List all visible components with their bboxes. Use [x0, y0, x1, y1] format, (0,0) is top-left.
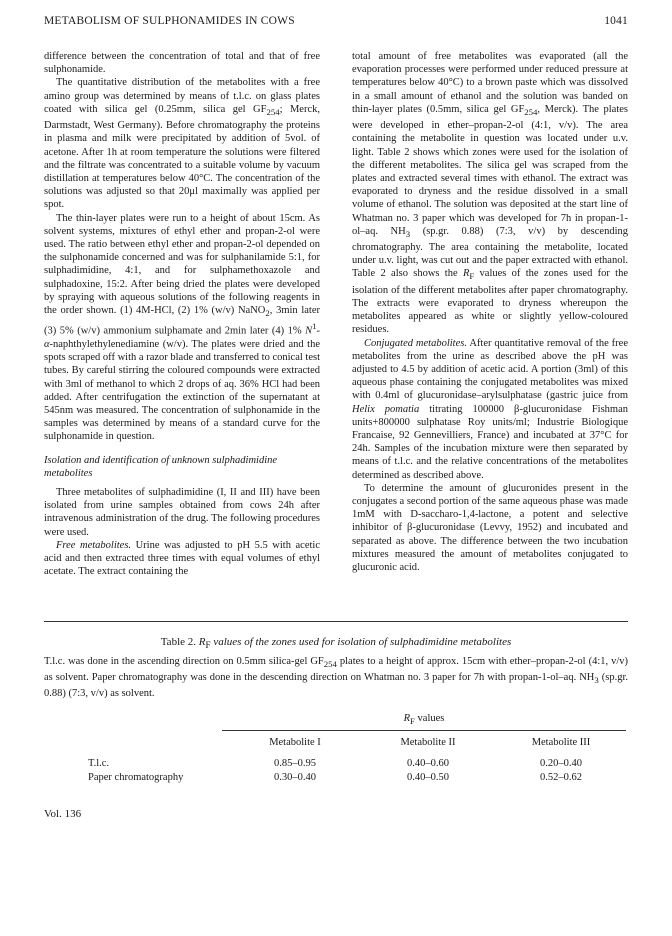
column-header: Metabolite III [531, 737, 591, 748]
column-header: Metabolite I [269, 737, 321, 748]
section-heading: Isolation and identification of unknown sulphadimidine metabolites [44, 454, 278, 479]
table-rule [222, 730, 626, 731]
paragraph: Conjugated metabolites. After quantitative removal of the free metabolites from the urine as described above the pH was adjusted to 4.5 by addition of acetic acid. A portion (3ml) of this aqueous phase containing the conjugated metabolites was mixed with 0.4ml of glucuronidase–arylsulphatase (gastric juice from Helix pomatia titrating 100000 β-glucuronidase Fishman units+800000 sulphatase Roy units/ml; Industrie Biologique Francaise, 92 Gennevilliers, France) and incubated at 37°C for 24h. Samples of the incubation mixture were then separated by means of t.l.c. and the relative concentrations of the metabolites determined as described above. [352, 337, 629, 481]
row-label: Paper chromatography [88, 772, 184, 783]
table-note: T.l.c. was done in the ascending direction on 0.5mm silica-gel $GF_{254}$ plates to a height of approx. 15cm with ether–propan-2-ol (4:1, v/v) as solvent. Paper chromatography was done in the descending direction on Whatman no. 3 paper for 7h with propan-1-ol–aq. $NH_3$ (sp.gr. 0.88) (7:3, v/v) as solvent. [44, 656, 629, 700]
table-cell: 0.20–0.40 [540, 758, 582, 769]
column-header: Metabolite II [400, 737, 456, 748]
volume-footer: Vol. 136 [44, 808, 82, 820]
paragraph: The thin-layer plates were run to a height of about 15cm. As solvent systems, mixtures of ethyl ether and propan-2-ol were used. The ratio between ethyl ether and propan-2-ol depended on the sulphonamide concerned and was for sulphanilamide 5:1, for sulphadimidine, 4:1, and for sulphamethoxazole and sulphadoxine, 15:2. After being dried the plates were developed by spraying with aqueous solutions of the following reagents in the order shown. (1) 4M-HCl, (2) 1% (w/v) NaNO$_2$, 3min later (3) 5% (w/v) ammonium sulphamate and 2min later (4) 1% $N^1-\alpha$-naphthylethylenediamine (w/v). The plates were dried and the spots scraped off with a razor blade and transferred to conical test tubes. By careful stirring the coloured compounds were extracted with 3ml of methanol to which 2 drops of aq. 36% HCl had been added. After centrifugation the extinction of the supernatant at 545nm was measured. The concentration of sulphonamide in the samples was determined by means of a standard curve for the sulphonamide in question. [44, 212, 320, 443]
section-divider [44, 621, 628, 622]
paragraph: To determine the amount of glucuronides present in the conjugates a second portion of the same aqueous phase was made 1mM with D-saccharo-1,4-lactone, a potent and selective inhibitor of β-glucuronidase (Levvy, 1952) and incubated and separated as above. The difference between the two incubation mixtures measured the amount of metabolites conjugated to glucuronic acid. [352, 482, 628, 573]
paragraph: total amount of free metabolites was evaporated (all the evaporation processes were performed under reduced pressure at temperatures below 40°C) to a brown paste which was dissolved in a small amount of ethanol and the solution was banded on thin-layer plates (0.5mm, silica gel $GF_{254}$, Merck). The plates were developed in ether–propan-2-ol (4:1, v/v). The area containing the metabolite in question was located under u.v. light. Table 2 shows which zones were used for the isolation of the different metabolites. The silica gel was scraped from the plates and extracted several times with ethanol. The extract was evaporated to dryness and the residue dissolved in a small volume of ethanol. The solution was deposited at the start line of Whatman no. 3 paper which was developed for 7h in propan-1-ol–aq. $NH_3$ (sp.gr. 0.88) (7:3, v/v) by descending chromatography. The area containing the metabolite, located under u.v. light, was cut out and the paper extracted with ethanol. Table 2 also shows the $R_F$ values of the zones used for the isolation of the different metabolites after paper chromatography. The extracts were evaporated to dryness whereupon the metabolites appeared as white or slightly yellow-coloured residues. [352, 51, 629, 336]
right-column [352, 50, 628, 574]
paragraph: Free metabolites. Urine was adjusted to pH 5.5 with acetic acid and then extracted three times with equal volumes of ethyl acetate. The extract containing the [44, 539, 320, 578]
rf-values-header: $R_F$ values [403, 713, 445, 727]
table-cell: 0.85–0.95 [274, 758, 316, 769]
paragraph: Three metabolites of sulphadimidine (I, II and III) have been isolated from urine samples obtained from cows 24h after intravenous administration of the drug. The following procedures were used. [44, 486, 320, 538]
paragraph: difference between the concentration of total and that of free sulphonamide. [44, 51, 320, 76]
table-caption: Table 2. $R_F$ values of the zones used for isolation of sulphadimidine metabolites [160, 636, 512, 651]
table-cell: 0.40–0.50 [407, 772, 449, 783]
left-column [44, 50, 320, 578]
row-label: T.l.c. [88, 758, 110, 769]
table-cell: 0.40–0.60 [407, 758, 449, 769]
table-cell: 0.52–0.62 [540, 772, 582, 783]
paragraph: The quantitative distribution of the metabolites with a free amino group was determined by means of t.l.c. on glass plates coated with silica gel (0.25mm, silica gel $GF_{254}$; Merck, Darmstadt, West Germany). Before chromatography the proteins in plasma and milk were precipitated by addition of 5vol. of acetone. After 1h at room temperature the solutions were filtered and the filtrate was concentrated to a suitable volume by vacuum distillation at temperatures below 40°C. The concentration of the solutions was adjusted so that 20μl maximally was applied per spot. [44, 77, 320, 211]
running-title: METABOLISM OF SULPHONAMIDES IN COWS [44, 15, 295, 27]
table-cell: 0.30–0.40 [274, 772, 316, 783]
page-number: 1041 [604, 15, 628, 27]
